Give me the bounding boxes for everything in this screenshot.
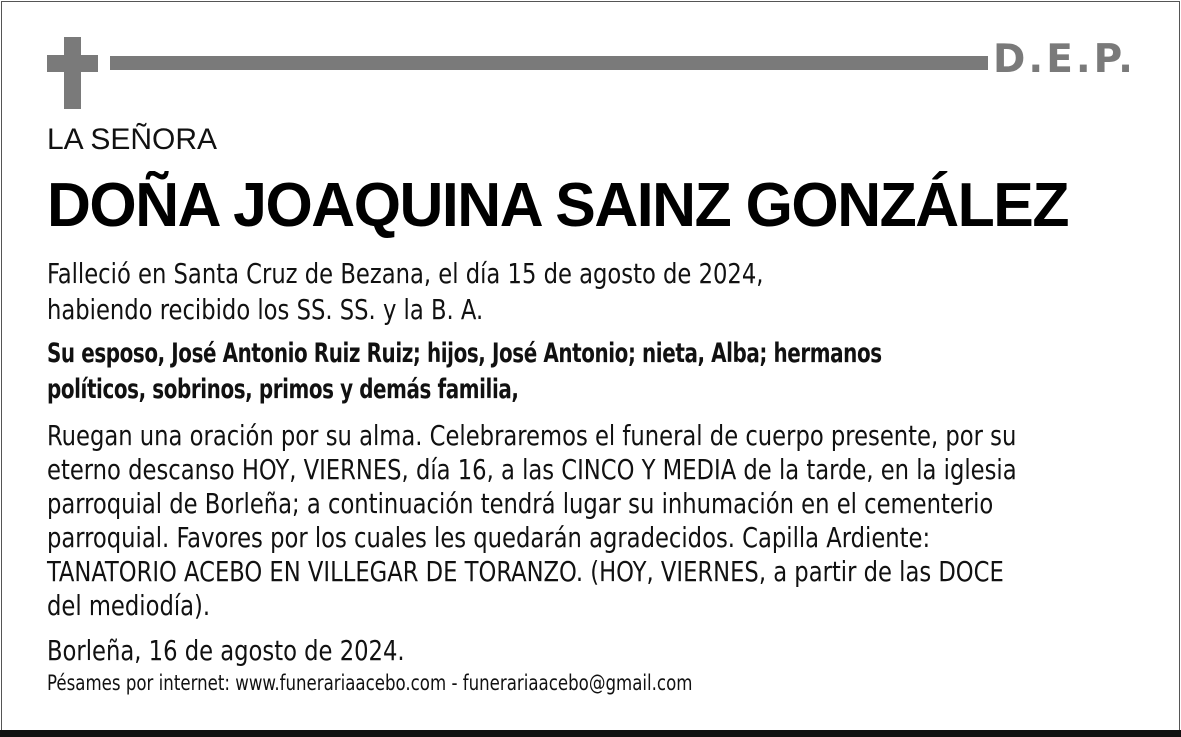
- service-line-5: TANATORIO ACEBO EN VILLEGAR DE TORANZO. (HOY, VIERNES, a partir de las DOCE: [47, 555, 1004, 588]
- service-line-3: parroquial de Borleña; a continuación tendrá lugar su inhumación en el cementerio: [47, 487, 994, 520]
- dep-label: D.E.P.: [993, 37, 1136, 82]
- family-line-1: Su esposo, José Antonio Ruiz Ruiz; hijos, José Antonio; nieta, Alba; hermanos: [47, 338, 882, 369]
- family-line-2: políticos, sobrinos, primos y demás familia,: [47, 374, 519, 405]
- cross-icon-bar: [47, 55, 98, 72]
- contact-line: Pésames por internet: www.funerariaacebo.com - funerariaacebo@gmail.com: [47, 671, 693, 695]
- deceased-name: DOÑA JOAQUINA SAINZ GONZÁLEZ: [47, 171, 1069, 240]
- cross-icon: [64, 37, 81, 109]
- service-line-1: Ruegan una oración por su alma. Celebraremos el funeral de cuerpo presente, por su: [47, 419, 1017, 452]
- death-notice-line-2: habiendo recibido los SS. SS. y la B. A.: [47, 293, 484, 326]
- service-line-4: parroquial. Favores por los cuales les quedarán agradecidos. Capilla Ardiente:: [47, 521, 931, 554]
- honorific: LA SEÑORA: [47, 123, 218, 156]
- place-date: Borleña, 16 de agosto de 2024.: [47, 634, 405, 667]
- service-line-2: eterno descanso HOY, VIERNES, día 16, a las CINCO Y MEDIA de la tarde, en la iglesia: [47, 453, 1017, 486]
- service-line-6: del mediodía).: [47, 589, 211, 622]
- bottom-rule: [0, 730, 1181, 737]
- header-rule: [110, 56, 988, 70]
- death-notice-line-1: Falleció en Santa Cruz de Bezana, el día 15 de agosto de 2024,: [47, 257, 764, 290]
